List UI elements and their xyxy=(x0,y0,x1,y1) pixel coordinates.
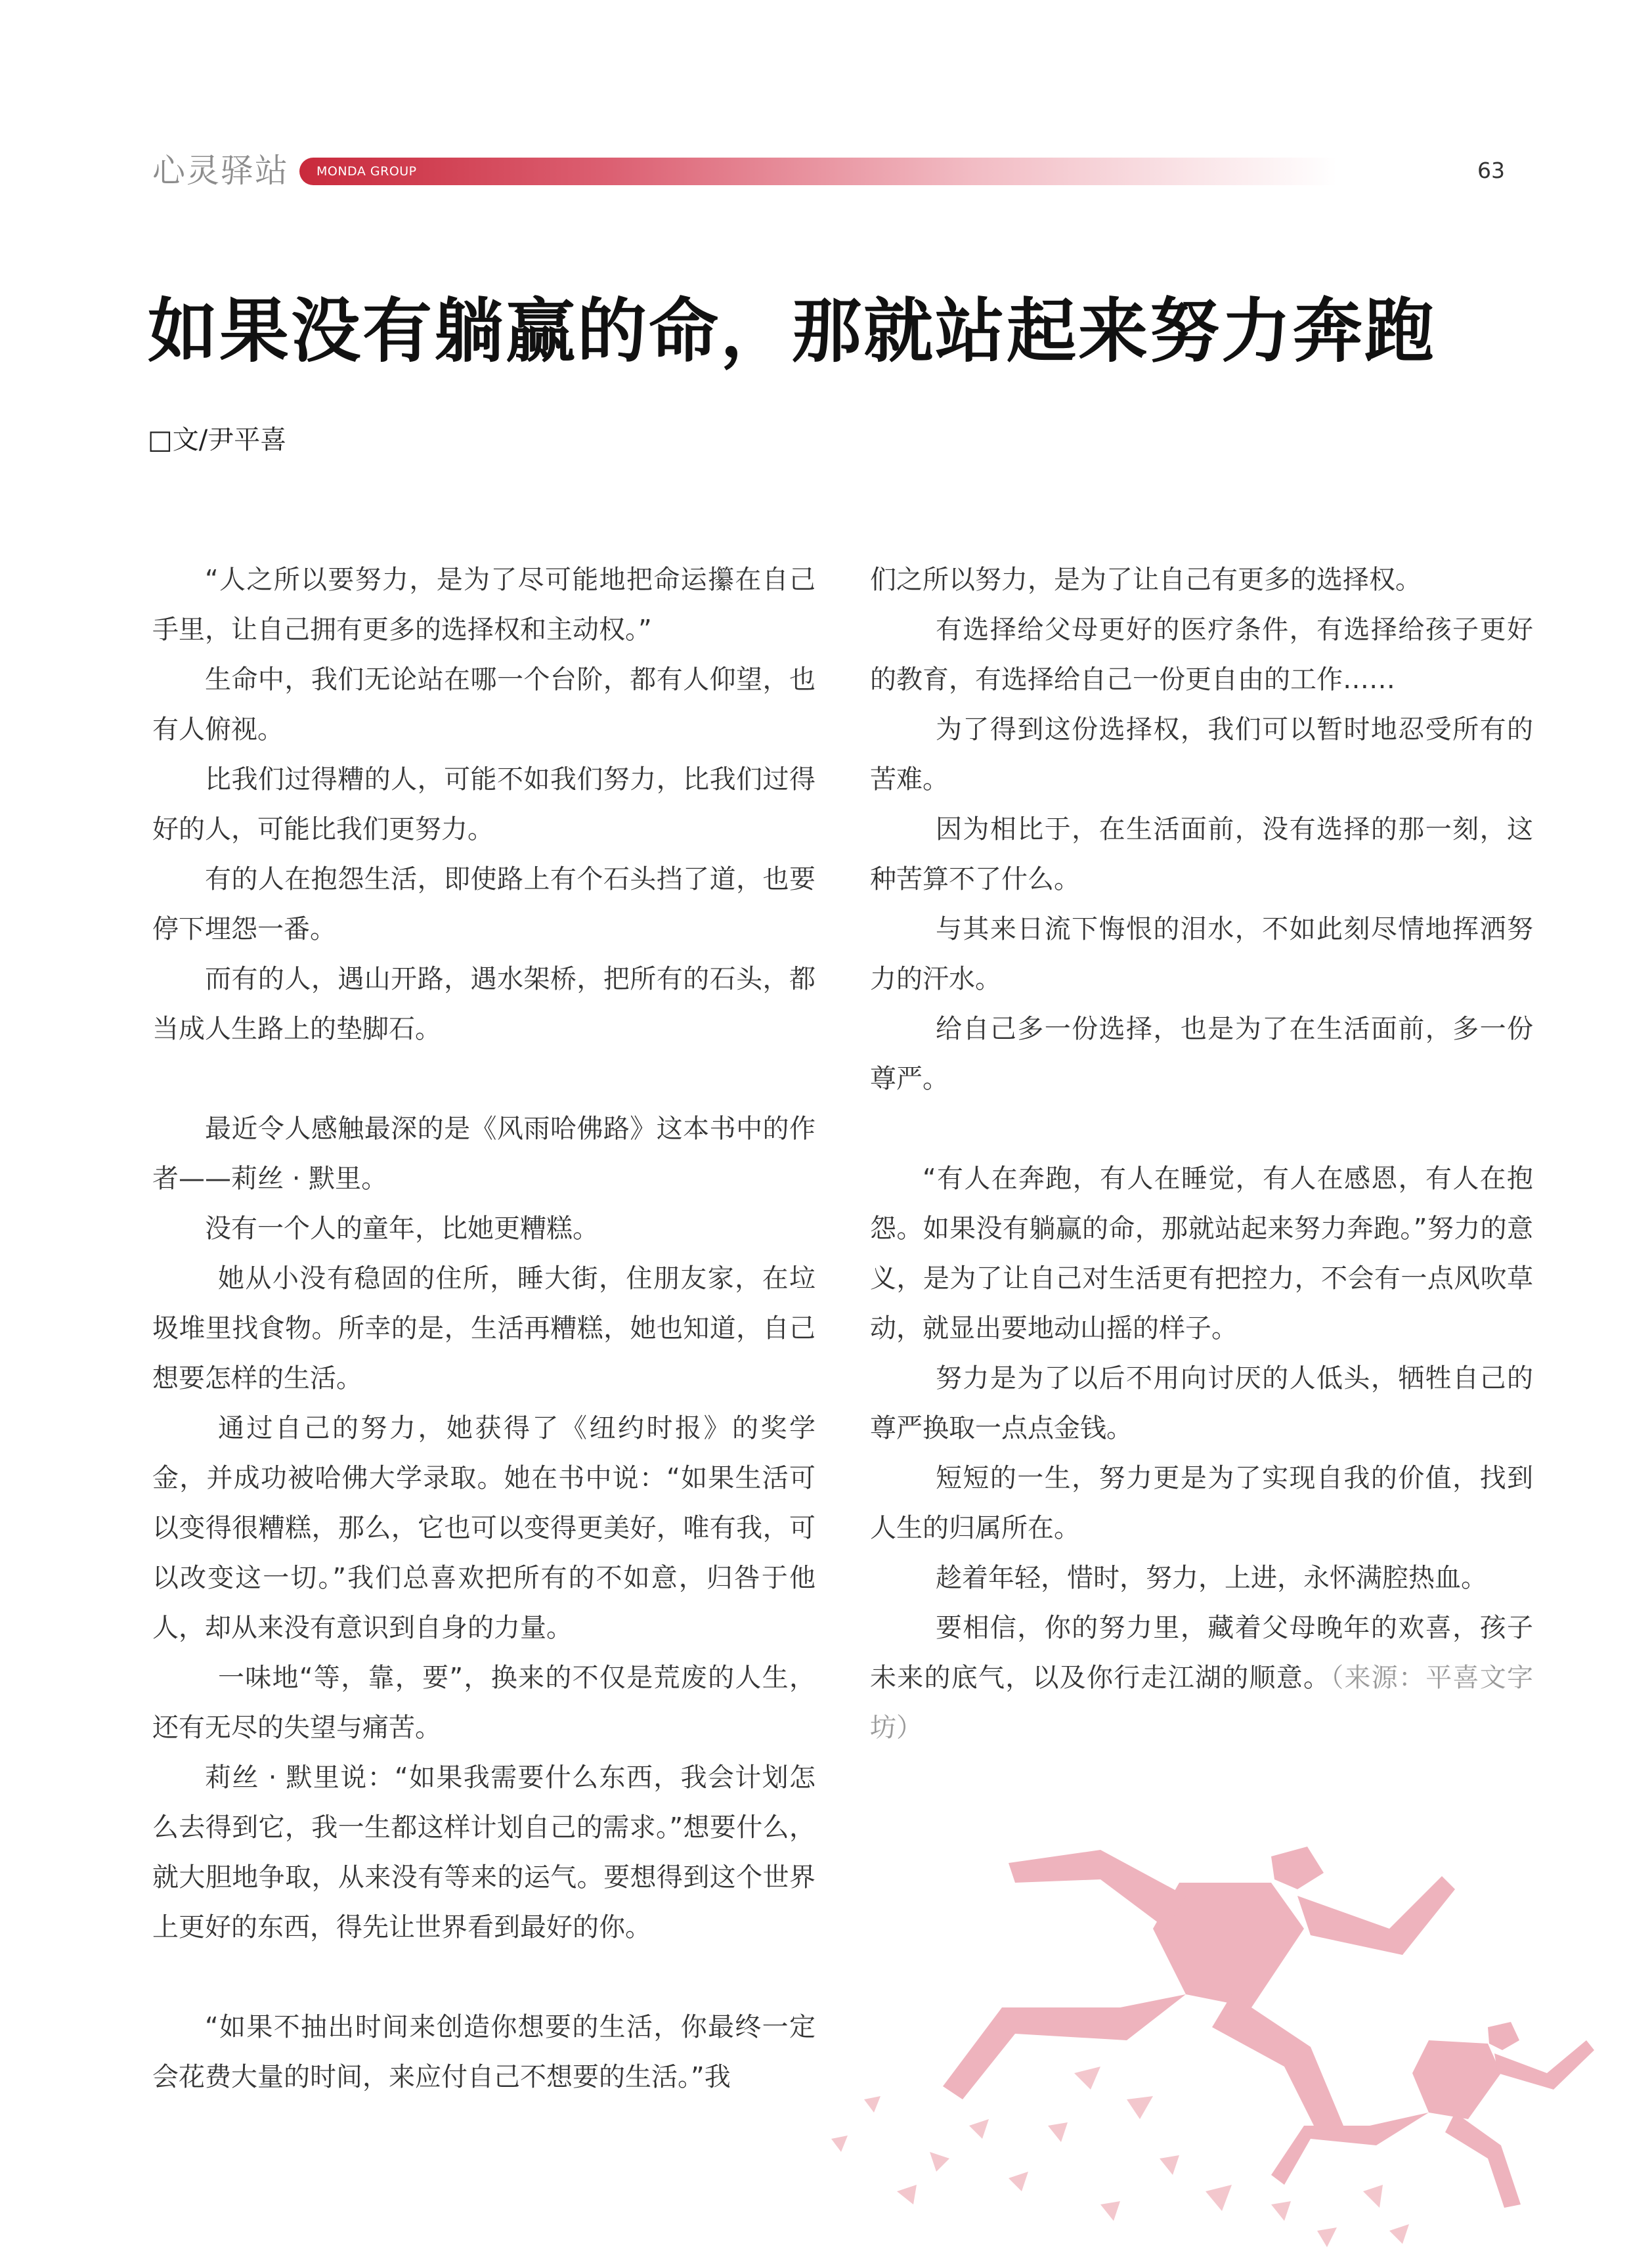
runner-small-arm xyxy=(1494,2040,1594,2090)
paragraph: 通过自己的努力，她获得了《纽约时报》的奖学金，并成功被哈佛大学录取。她在书中说：“如果生活可以变得很糟糕，那么，它也可以变得更美好，唯有我，可以改变这一切。”我们总喜欢把所有的不如意，归咎于他人，却从来没有意识到自身的力量。 xyxy=(152,1413,815,1643)
section-gap xyxy=(152,1952,815,2002)
header-gradient-bar xyxy=(299,158,1337,185)
right-column xyxy=(870,555,1533,1753)
paragraph: 一味地“等，靠，要”，换来的不仅是荒废的人生，还有无尽的失望与痛苦。 xyxy=(152,1663,815,1743)
paragraph: “如果不抽出时间来创造你想要的生活，你最终一定会花费大量的时间，来应付自己不想要的生活。”我 xyxy=(152,2012,815,2092)
paragraph: 为了得到这份选择权，我们可以暂时地忍受所有的苦难。 xyxy=(870,714,1533,795)
paragraph: 她从小没有稳固的住所，睡大街，住朋友家，在垃圾堆里找食物。所幸的是，生活再糟糕，她也知道，自己想要怎样的生活。 xyxy=(152,1263,815,1393)
byline: □文/尹平喜 xyxy=(148,425,287,455)
paragraph: 而有的人，遇山开路，遇水架桥，把所有的石头，都当成人生路上的垫脚石。 xyxy=(152,964,815,1044)
paragraph: 因为相比于，在生活面前，没有选择的那一刻，这种苦算不了什么。 xyxy=(870,814,1533,894)
paragraph: “有人在奔跑，有人在睡觉，有人在感恩，有人在抱怨。如果没有躺赢的命，那就站起来努力奔跑。”努力的意义，是为了让自己对生活更有把控力，不会有一点风吹草动，就显出要地动山摇的样子。 xyxy=(870,1164,1533,1344)
paragraph: 给自己多一份选择，也是为了在生活面前，多一份尊严。 xyxy=(870,1014,1533,1094)
runner-small-head xyxy=(1488,2022,1519,2050)
paragraph: 有选择给父母更好的医疗条件，有选择给孩子更好的教育，有选择给自己一份更自由的工作…… xyxy=(870,615,1533,695)
paragraph: 努力是为了以后不用向讨厌的人低头，牺牲自己的尊严换取一点点金钱。 xyxy=(870,1363,1533,1443)
running-figures-illustration xyxy=(733,1732,1652,2257)
paragraph: 趁着年轻，惜时，努力，上进，永怀满腔热血。 xyxy=(936,1563,1487,1593)
paragraph: 没有一个人的童年，比她更糟糕。 xyxy=(205,1214,599,1244)
paragraph: 有的人在抱怨生活，即使路上有个石头挡了道，也要停下埋怨一番。 xyxy=(152,864,815,944)
paragraph: 短短的一生，努力更是为了实现自我的价值，找到人生的归属所在。 xyxy=(870,1463,1533,1543)
runner-large-leg-front xyxy=(1212,1994,1343,2132)
runner-small-leg-front xyxy=(1445,2113,1521,2208)
paragraph: 最近令人感触最深的是《风雨哈佛路》这本书中的作者——莉丝 · 默里。 xyxy=(152,1114,815,1194)
paragraph xyxy=(870,1603,1533,1753)
article-title: 如果没有躺赢的命，那就站起来努力奔跑 xyxy=(148,291,1436,372)
paragraph: 与其来日流下悔恨的泪水，不如此刻尽情地挥洒努力的汗水。 xyxy=(870,914,1533,994)
runner-small-leg-back xyxy=(1271,2113,1429,2185)
paragraph: 比我们过得糟的人，可能不如我们努力，比我们过得好的人，可能比我们更努力。 xyxy=(152,764,815,844)
runner-large-head xyxy=(1271,1847,1324,1889)
paragraph: 们之所以努力，是为了让自己有更多的选择权。 xyxy=(870,565,1422,595)
page-header xyxy=(152,148,1505,194)
paragraph: “人之所以要努力，是为了尽可能地把命运攥在自己手里，让自己拥有更多的选择权和主动权。” xyxy=(152,565,815,645)
page-number: 63 xyxy=(1477,158,1505,183)
paragraph: 莉丝 · 默里说：“如果我需要什么东西，我会计划怎么去得到它，我一生都这样计划自己的需求。”想要什么，就大胆地争取，从来没有等来的运气。要想得到这个世界上更好的东西，得先让世界看到最好的你。 xyxy=(152,1763,815,1942)
source-note: （来源：平喜文字坊） xyxy=(870,1663,1533,1743)
paragraph: 生命中，我们无论站在哪一个台阶，都有人仰望，也有人俯视。 xyxy=(152,665,815,745)
brand-label: MONDA GROUP xyxy=(316,164,417,179)
left-column xyxy=(152,555,815,2102)
runner-small-torso xyxy=(1412,2040,1501,2119)
runner-large-arm-back xyxy=(1009,1850,1186,1929)
section-gap xyxy=(152,1054,815,1104)
runner-large-arm-front xyxy=(1297,1876,1455,1955)
runner-large-leg-back xyxy=(943,1994,1186,2099)
section-gap xyxy=(870,1104,1533,1154)
section-title: 心灵驿站 xyxy=(152,152,289,190)
closing-text: 要相信，你的努力里，藏着父母晚年的欢喜，孩子未来的底气，以及你行走江湖的顺意。 xyxy=(870,1613,1533,1693)
